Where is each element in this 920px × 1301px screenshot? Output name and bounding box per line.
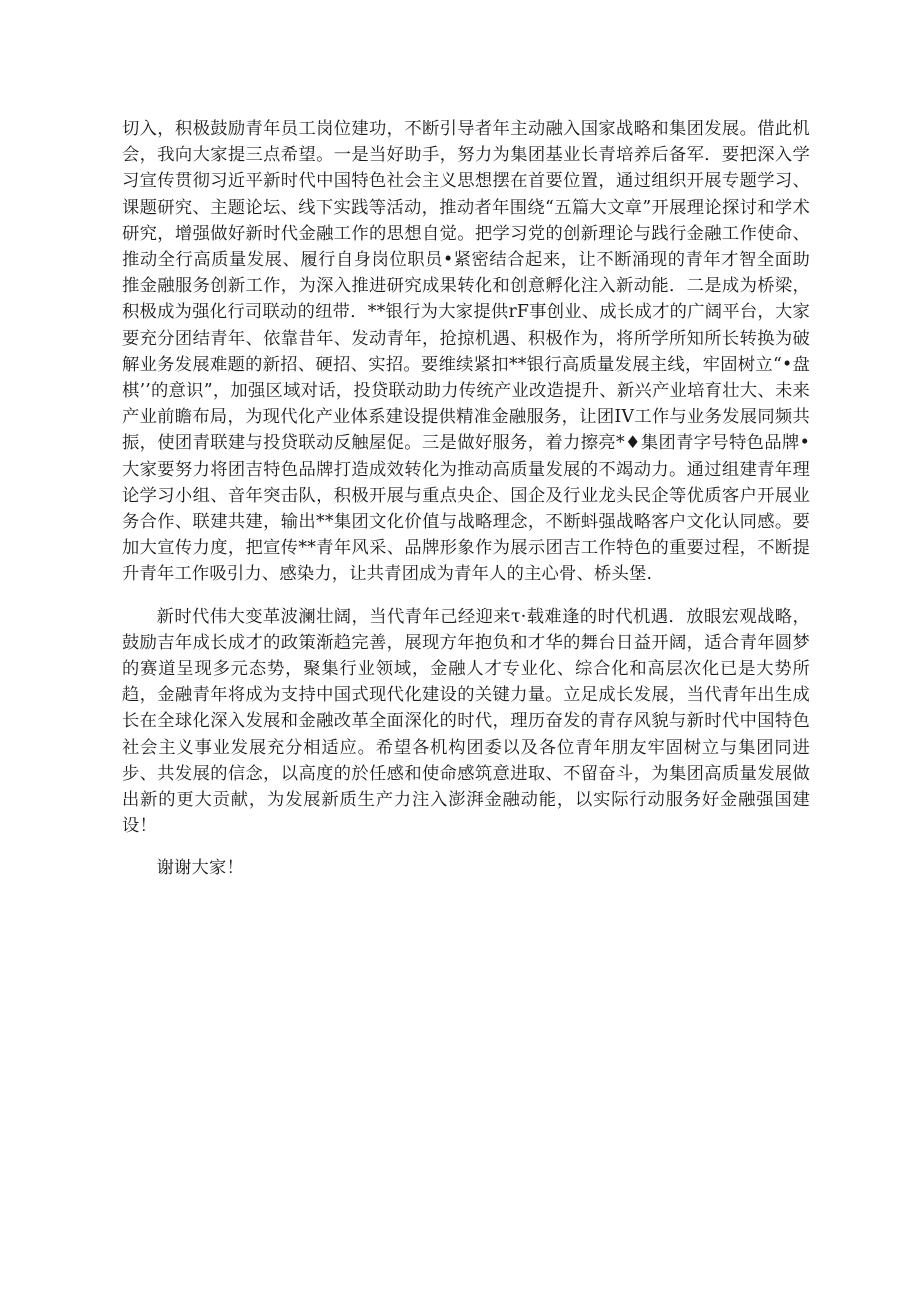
document-body	[122, 116, 810, 882]
paragraph-continuation: 切入，积极鼓励青年员工岗位建功，不断引导者年主动融入国家战略和集团发展。借此机会，我向大家提三点希望。一是当好助手，努力为集团基业长青培养后备军．要把深入学习宣传贯彻习近平新时代中国特色社会主义思想摆在首要位置，通过组织开展专题学习、课题研究、主题论坛、线下实践等活动，推动者年围绕“五篇大文章”开展理论探讨和学术研究，增强做好新时代金融工作的思想自觉。把学习党的创新理论与践行金融工作使命、推动全行高质量发展、履行自身岗位职员•紧密结合起来，让不断涌现的青年才智全面助推金融服务创新工作，为深入推进研究成果转化和创意孵化注入新动能．二是成为桥梁，积极成为强化行司联动的纽带．**银行为大家提供rF事创业、成长成才的广阔平台，大家要充分团结青年、依靠昔年、发动青年，抢掠机遇、积极作为，将所学所知所长转换为破解业务发展难题的新招、硬招、实招。要维续紧扣**银行高质量发展主线，牢固树立“•盘棋’’的意识”，加强区域对话，投贷联动助力传统产业改造提升、新兴产业培育壮大、未来产业前瞻布局，为现代化产业体系建设提供精准金融服务，让团IV工作与业务发展同频共振，使团青联建与投贷联动反触屋促。三是做好服务，着力擦亮*♦集团青字号特色品牌•大家要努力将团吉特色品牌打造成效转化为推动高质量发展的不竭动力。通过组建青年理论学习小组、音年突击队，积极开展与重点央企、国企及行业龙头民企等优质客户开展业务合作、联建共建，输出**集团文化价值与战略理念，不断蚪强战略客户文化认同感。要加大宣传力度，把宣传**青年风采、品牌形象作为展示团吉工作特色的重要过程，不断提升青年工作吸引力、感染力，让共青团成为青年人的主心骨、桥头堡.	[122, 119, 810, 585]
closing-thanks: 谢谢大家！	[156, 858, 245, 879]
paragraph-new-era: 新时代伟大变革波澜壮阔，当代青年己经迎来τ·载难逢的时代机遇．放眼宏观战略，鼓励吉年成长成才的政策渐趋完善，展现方年抱负和才华的舞台日益开阔，适合青年圆梦的赛道呈现多元态势，聚集行业领域，金融人才专业化、综合化和高层次化已是大势所趋，金融青年将成为支持中国式现代化建设的关键力量。立足成长发展，当代青年出生成长在全球化深入发展和金融改革全面深化的时代，理历奋发的青存风貌与新时代中国特色社会主义事业发展充分相适应。希望各机构团委以及各位青年朋友牢固树立与集团同进步、共发展的信念，以高度的於任感和使命感筑意进取、不留奋斗，为集团高质量发展做出新的更大贡献，为发展新质生产力注入澎湃金融动能，以实际行动服务好金融强国建设！	[122, 606, 810, 837]
